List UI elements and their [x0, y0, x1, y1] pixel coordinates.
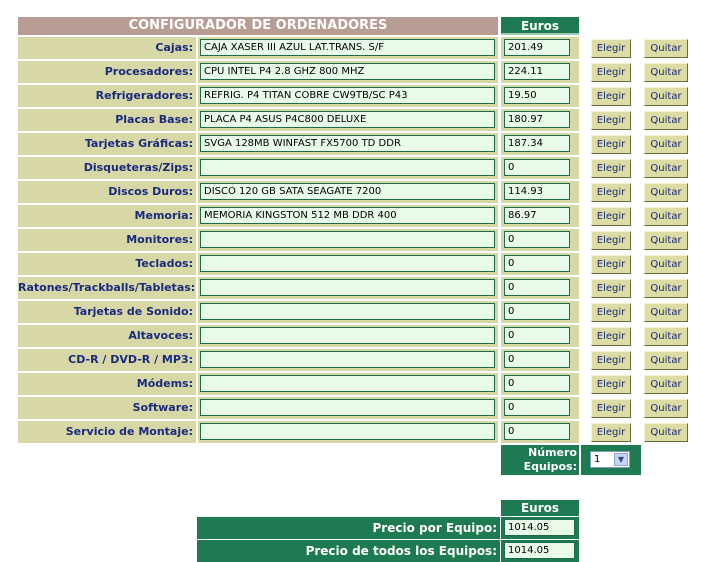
component-row [18, 180, 698, 204]
component-label: Placas Base: [18, 109, 196, 131]
description-cell [198, 85, 498, 107]
component-label: Discos Duros: [18, 181, 196, 203]
precio-por-equipo-label: Precio por Equipo: [197, 517, 500, 539]
component-label: Servicio de Montaje: [18, 421, 196, 443]
component-row [18, 36, 698, 60]
description-cell [198, 301, 498, 323]
elegir-button[interactable]: Elegir [591, 303, 631, 322]
description-cell [198, 325, 498, 347]
component-price-field[interactable]: 0 [504, 303, 570, 320]
quitar-button[interactable]: Quitar [644, 207, 688, 226]
price-cell [501, 277, 579, 299]
component-description-field[interactable]: DISCO 120 GB SATA SEAGATE 7200 [200, 183, 495, 200]
quitar-button[interactable]: Quitar [644, 63, 688, 82]
component-price-field[interactable]: 0 [504, 255, 570, 272]
component-description-field[interactable]: REFRIG. P4 TITAN COBRE CW9TB/SC P43 [200, 87, 495, 104]
component-row [18, 156, 698, 180]
component-label: Ratones/Trackballs/Tabletas: [18, 277, 196, 299]
totals-euros-header: Euros [501, 500, 579, 516]
precio-por-equipo-field[interactable]: 1014.05 [504, 519, 575, 536]
numero-equipos-cell [581, 445, 641, 475]
description-cell [198, 181, 498, 203]
component-price-field[interactable]: 201.49 [504, 39, 570, 56]
elegir-button[interactable]: Elegir [591, 39, 631, 58]
component-price-field[interactable]: 0 [504, 351, 570, 368]
numero-equipos-label-line1: Número [528, 446, 577, 459]
description-cell [198, 205, 498, 227]
quitar-button[interactable]: Quitar [644, 375, 688, 394]
quitar-button[interactable]: Quitar [644, 303, 688, 322]
elegir-button[interactable]: Elegir [591, 159, 631, 178]
component-row [18, 108, 698, 132]
quitar-button[interactable]: Quitar [644, 135, 688, 154]
component-label: CD-R / DVD-R / MP3: [18, 349, 196, 371]
component-description-field[interactable] [200, 255, 495, 272]
component-description-field[interactable]: MEMORIA KINGSTON 512 MB DDR 400 [200, 207, 495, 224]
description-cell [198, 229, 498, 251]
numero-equipos-label [501, 445, 579, 475]
quitar-button[interactable]: Quitar [644, 183, 688, 202]
quitar-button[interactable]: Quitar [644, 39, 688, 58]
price-cell [501, 109, 579, 131]
elegir-button[interactable]: Elegir [591, 327, 631, 346]
price-cell [501, 37, 579, 59]
component-description-field[interactable]: PLACA P4 ASUS P4C800 DELUXE [200, 111, 495, 128]
component-row [18, 252, 698, 276]
component-price-field[interactable]: 114.93 [504, 183, 570, 200]
component-row [18, 276, 698, 300]
numero-equipos-select[interactable] [590, 451, 630, 468]
price-cell [501, 349, 579, 371]
component-description-field[interactable] [200, 231, 495, 248]
component-description-field[interactable]: CPU INTEL P4 2.8 GHZ 800 MHZ [200, 63, 495, 80]
numero-equipos-value: 1 [594, 454, 601, 465]
component-price-field[interactable]: 0 [504, 327, 570, 344]
component-description-field[interactable] [200, 279, 495, 296]
component-row [18, 348, 698, 372]
component-label: Memoria: [18, 205, 196, 227]
component-label: Tarjetas de Sonido: [18, 301, 196, 323]
component-price-field[interactable]: 180.97 [504, 111, 570, 128]
component-description-field[interactable] [200, 423, 495, 440]
elegir-button[interactable]: Elegir [591, 135, 631, 154]
quitar-button[interactable]: Quitar [644, 111, 688, 130]
component-price-field[interactable]: 224.11 [504, 63, 570, 80]
elegir-button[interactable]: Elegir [591, 63, 631, 82]
elegir-button[interactable]: Elegir [591, 375, 631, 394]
price-cell [501, 157, 579, 179]
quitar-button[interactable]: Quitar [644, 423, 688, 442]
component-row [18, 372, 698, 396]
quitar-button[interactable]: Quitar [644, 159, 688, 178]
price-cell [501, 373, 579, 395]
component-label: Cajas: [18, 37, 196, 59]
component-row [18, 420, 698, 444]
precio-todos-cell [501, 540, 579, 562]
component-description-field[interactable] [200, 399, 495, 416]
component-row [18, 60, 698, 84]
component-row [18, 324, 698, 348]
elegir-button[interactable]: Elegir [591, 183, 631, 202]
component-price-field[interactable]: 0 [504, 399, 570, 416]
component-row [18, 84, 698, 108]
description-cell [198, 61, 498, 83]
description-cell [198, 253, 498, 275]
component-price-field[interactable]: 0 [504, 423, 570, 440]
component-label: Procesadores: [18, 61, 196, 83]
elegir-button[interactable]: Elegir [591, 399, 631, 418]
component-label: Teclados: [18, 253, 196, 275]
component-label: Monitores: [18, 229, 196, 251]
description-cell [198, 157, 498, 179]
description-cell [198, 349, 498, 371]
component-description-field[interactable]: SVGA 128MB WINFAST FX5700 TD DDR [200, 135, 495, 152]
price-cell [501, 85, 579, 107]
price-cell [501, 253, 579, 275]
component-price-field[interactable]: 187.34 [504, 135, 570, 152]
price-cell [501, 397, 579, 419]
price-cell [501, 301, 579, 323]
component-price-field[interactable]: 86.97 [504, 207, 570, 224]
quitar-button[interactable]: Quitar [644, 399, 688, 418]
price-cell [501, 421, 579, 443]
component-row [18, 300, 698, 324]
price-cell [501, 61, 579, 83]
elegir-button[interactable]: Elegir [591, 351, 631, 370]
quitar-button[interactable]: Quitar [644, 327, 688, 346]
component-description-field[interactable] [200, 159, 495, 176]
component-price-field[interactable]: 0 [504, 159, 570, 176]
euros-column-header: Euros [501, 17, 579, 35]
description-cell [198, 421, 498, 443]
component-row [18, 228, 698, 252]
component-label: Altavoces: [18, 325, 196, 347]
component-label: Tarjetas Gráficas: [18, 133, 196, 155]
configurator-title: CONFIGURADOR DE ORDENADORES [18, 17, 498, 35]
component-price-field[interactable]: 0 [504, 279, 570, 296]
quitar-button[interactable]: Quitar [644, 87, 688, 106]
component-price-field[interactable]: 0 [504, 375, 570, 392]
component-row [18, 204, 698, 228]
elegir-button[interactable]: Elegir [591, 255, 631, 274]
component-description-field[interactable]: CAJA XASER III AZUL LAT.TRANS. S/F [200, 39, 495, 56]
component-description-field[interactable] [200, 303, 495, 320]
description-cell [198, 109, 498, 131]
description-cell [198, 397, 498, 419]
elegir-button[interactable]: Elegir [591, 279, 631, 298]
quitar-button[interactable]: Quitar [644, 231, 688, 250]
component-label: Software: [18, 397, 196, 419]
precio-por-equipo-cell [501, 517, 579, 539]
elegir-button[interactable]: Elegir [591, 231, 631, 250]
price-cell [501, 181, 579, 203]
quitar-button[interactable]: Quitar [644, 279, 688, 298]
price-cell [501, 205, 579, 227]
quitar-button[interactable]: Quitar [644, 255, 688, 274]
component-row [18, 396, 698, 420]
quitar-button[interactable]: Quitar [644, 351, 688, 370]
component-label: Refrigeradores: [18, 85, 196, 107]
elegir-button[interactable]: Elegir [591, 423, 631, 442]
description-cell [198, 373, 498, 395]
numero-equipos-label-line2: Equipos: [523, 460, 577, 473]
elegir-button[interactable]: Elegir [591, 87, 631, 106]
component-description-field[interactable] [200, 375, 495, 392]
description-cell [198, 37, 498, 59]
price-cell [501, 325, 579, 347]
component-description-field[interactable] [200, 351, 495, 368]
price-cell [501, 133, 579, 155]
elegir-button[interactable]: Elegir [591, 207, 631, 226]
precio-todos-field[interactable]: 1014.05 [504, 542, 575, 559]
component-row [18, 132, 698, 156]
component-description-field[interactable] [200, 327, 495, 344]
price-cell [501, 229, 579, 251]
component-price-field[interactable]: 0 [504, 231, 570, 248]
component-price-field[interactable]: 19.50 [504, 87, 570, 104]
component-table [18, 36, 698, 444]
elegir-button[interactable]: Elegir [591, 111, 631, 130]
chevron-down-icon[interactable]: ▼ [614, 453, 628, 466]
precio-todos-label: Precio de todos los Equipos: [197, 540, 500, 562]
component-label: Disqueteras/Zips: [18, 157, 196, 179]
description-cell [198, 133, 498, 155]
description-cell [198, 277, 498, 299]
component-label: Módems: [18, 373, 196, 395]
